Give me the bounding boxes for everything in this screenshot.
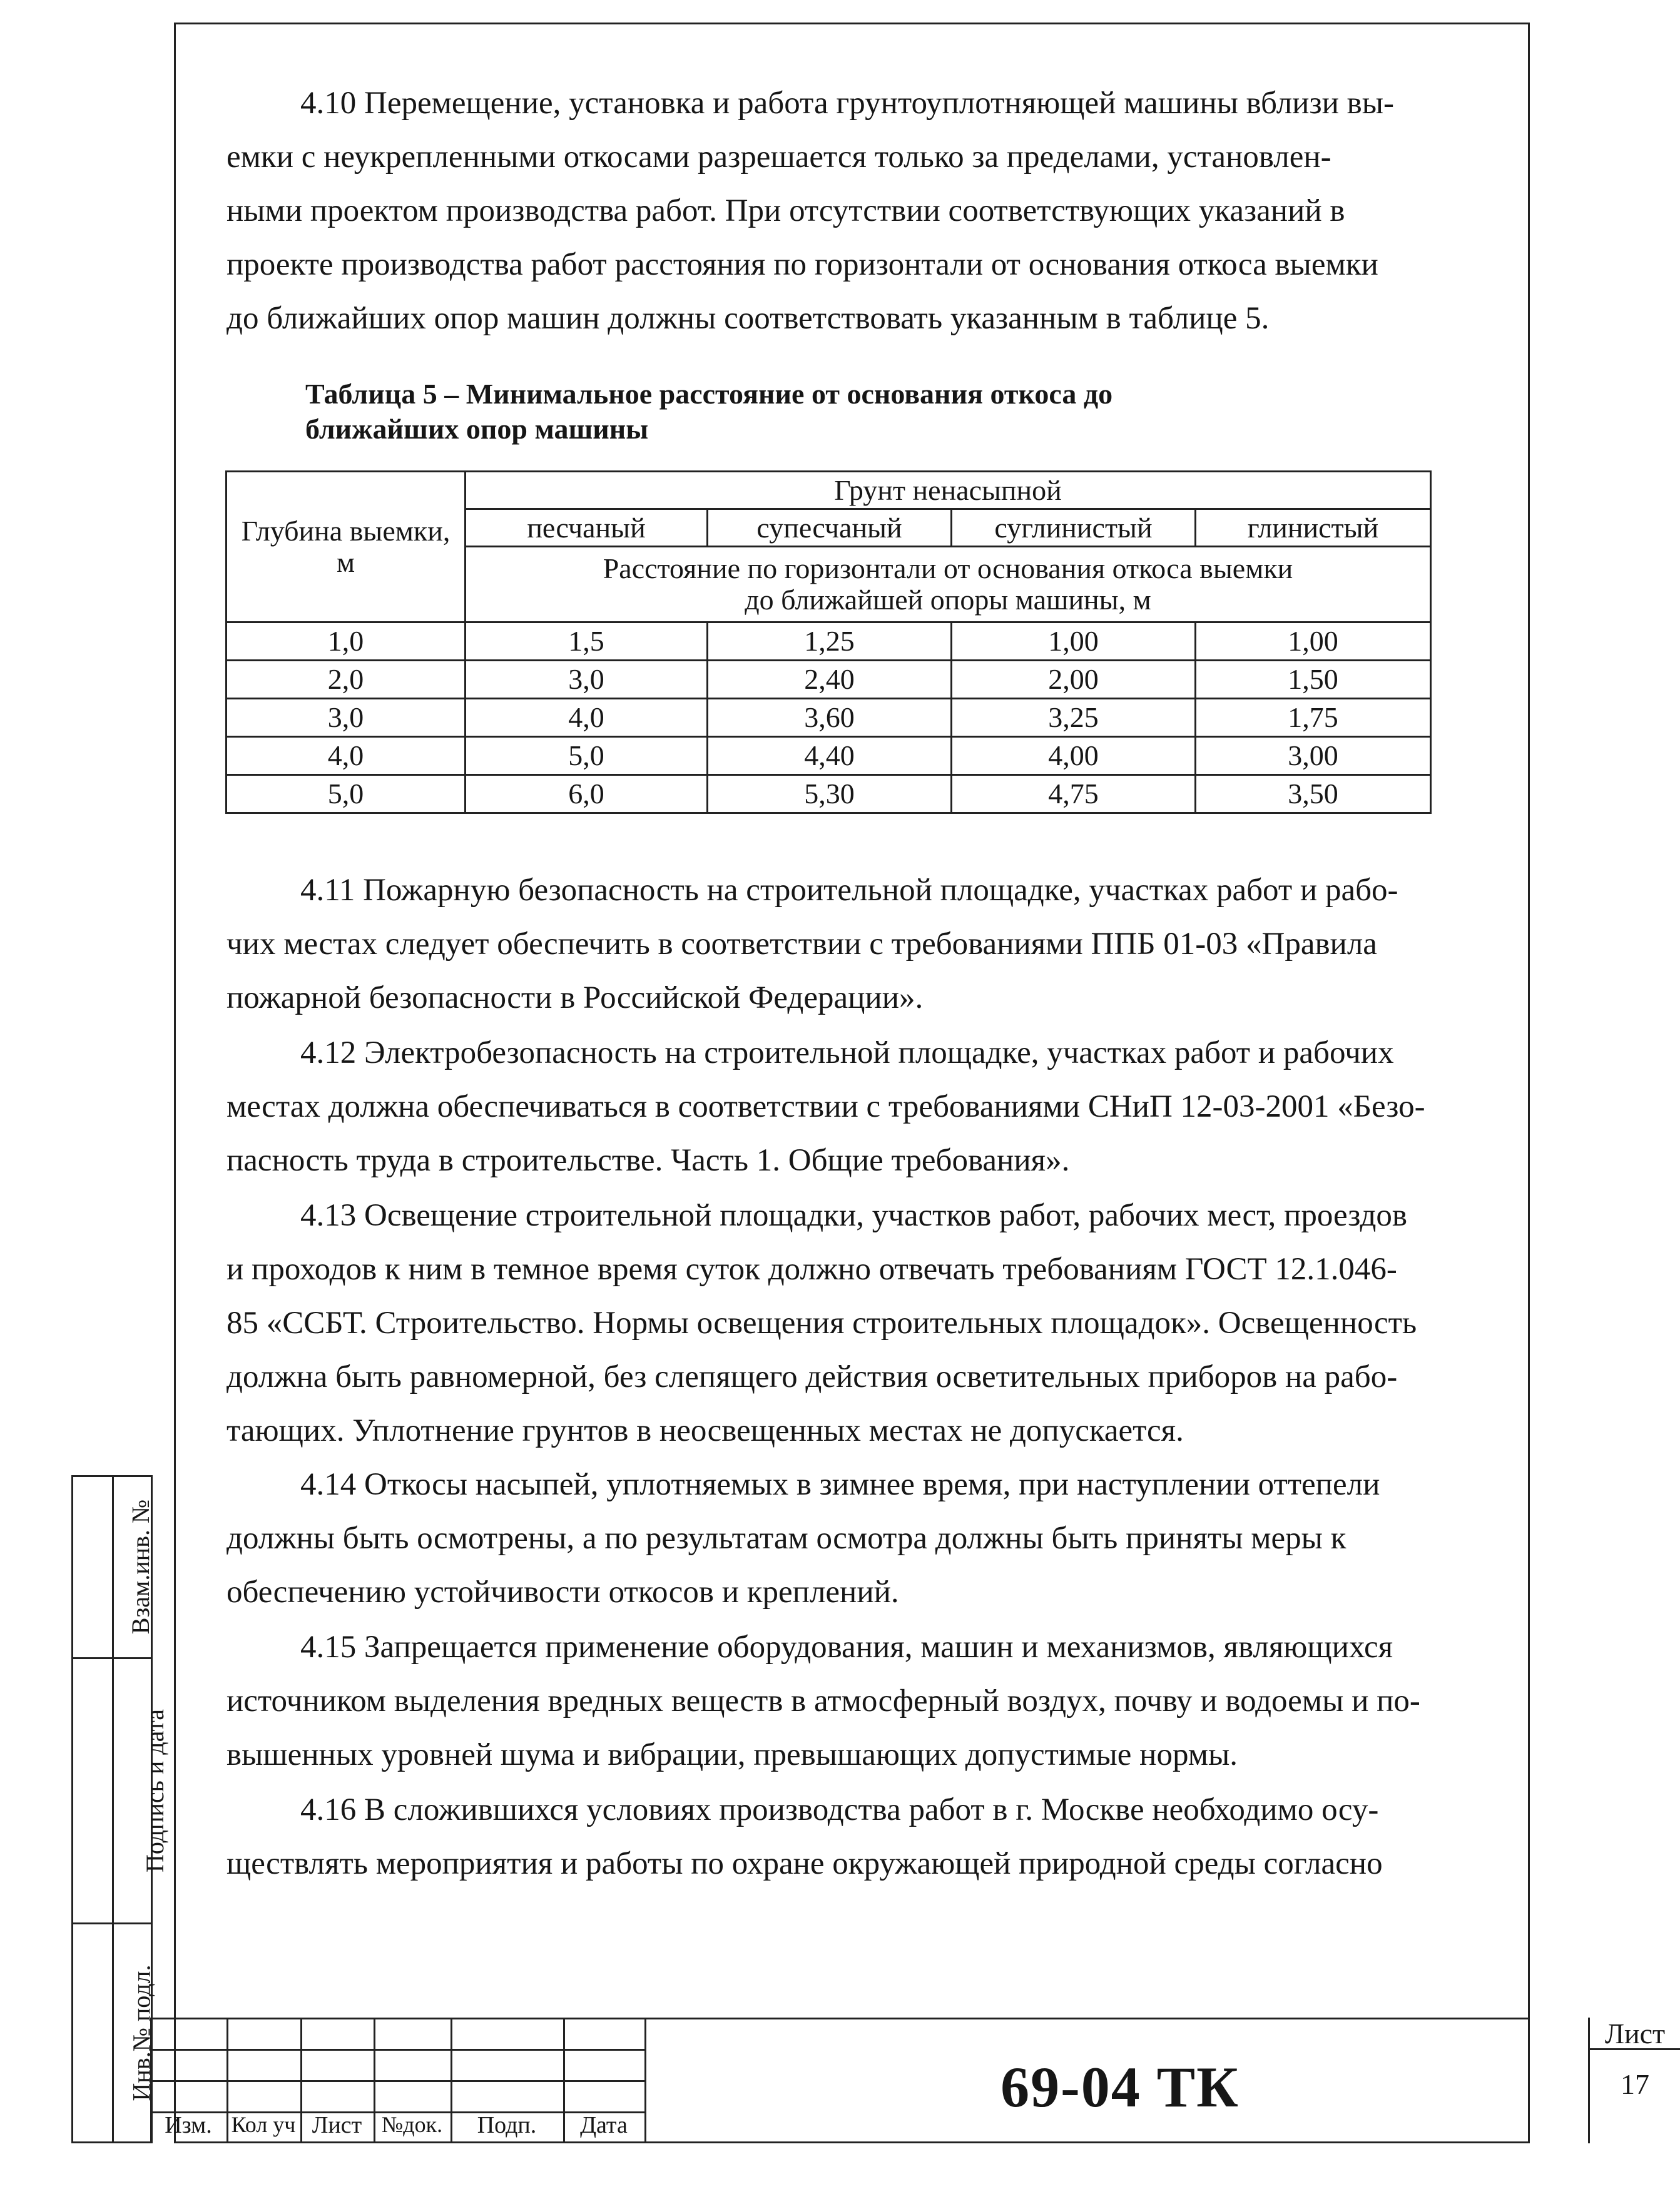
table-cell: 5,0 bbox=[227, 775, 466, 813]
table-cell: 1,75 bbox=[1196, 699, 1431, 737]
table-cell: 3,60 bbox=[708, 699, 952, 737]
text-line: должна быть равномерной, без слепящего действия осветительных приборов на рабо- bbox=[227, 1359, 1398, 1394]
header-soil-type: суглинистый bbox=[952, 509, 1196, 547]
table-row bbox=[227, 699, 1431, 737]
paragraph-4-14 bbox=[227, 1458, 1428, 1619]
col-label-signature: Подп. bbox=[477, 2112, 537, 2138]
text-line: 4.11 Пожарную безопасность на строительной площадке, участках работ и рабо- bbox=[300, 873, 1398, 908]
text-line: ществлять мероприятия и работы по охране окружающей природной среды согласно bbox=[227, 1846, 1383, 1881]
header-soil-type: супесчаный bbox=[708, 509, 952, 547]
table-cell: 3,0 bbox=[227, 699, 466, 737]
table-cell: 3,25 bbox=[952, 699, 1196, 737]
signature-date-label: Подпись и дата bbox=[141, 1709, 170, 1872]
table-row bbox=[227, 661, 1431, 699]
table-cell: 5,30 bbox=[708, 775, 952, 813]
text-line: 85 «ССБТ. Строительство. Нормы освещения строительных площадок». Освещенность bbox=[227, 1306, 1417, 1341]
text-line: вышенных уровней шума и вибрации, превышающих допустимые нормы. bbox=[227, 1737, 1238, 1772]
table-cell: 3,50 bbox=[1196, 775, 1431, 813]
sheet-label: Лист bbox=[1588, 2018, 1680, 2050]
text-line: до ближайших опор машин должны соответствовать указанным в таблице 5. bbox=[227, 301, 1270, 336]
caption-line: ближайших опор машины bbox=[305, 413, 649, 445]
table-row bbox=[227, 775, 1431, 813]
original-inv-label: Инв.№ подл. bbox=[127, 1964, 156, 2101]
table-cell: 1,0 bbox=[227, 622, 466, 661]
header-depth: Глубина выемки, м bbox=[227, 472, 466, 622]
table-cell: 4,40 bbox=[708, 737, 952, 775]
table-cell: 2,00 bbox=[952, 661, 1196, 699]
document-code: 69-04 ТК bbox=[1000, 2055, 1240, 2119]
side-stamp-replacement-inv bbox=[71, 1475, 153, 1659]
table-cell: 6,0 bbox=[466, 775, 708, 813]
side-stamp-signature-date bbox=[71, 1657, 170, 1924]
text-line: 4.13 Освещение строительной площадки, участков работ, рабочих мест, проездов bbox=[300, 1198, 1407, 1233]
text-line: обеспечению устойчивости откосов и креплений. bbox=[227, 1575, 899, 1610]
text-line: местах должна обеспечиваться в соответствии с требованиями СНиП 12-03-2001 «Безо- bbox=[227, 1089, 1425, 1124]
header-distance: Расстояние по горизонтали от основания откоса выемки до ближайшей опоры машины, м bbox=[466, 547, 1431, 622]
col-label-sheet: Лист bbox=[312, 2112, 362, 2138]
sheet-box bbox=[1588, 2018, 1680, 2143]
table-cell: 2,0 bbox=[227, 661, 466, 699]
text-line: емки с неукрепленными откосами разрешается только за пределами, установлен- bbox=[227, 140, 1331, 175]
table-5 bbox=[225, 470, 1432, 814]
paragraph-4-15 bbox=[227, 1620, 1428, 1782]
text-line: ными проектом производства работ. При отсутствии соответствующих указаний в bbox=[227, 193, 1345, 228]
table-cell: 4,0 bbox=[466, 699, 708, 737]
title-block bbox=[150, 2018, 1666, 2143]
text-line: пасность труда в строительстве. Часть 1. Общие требования». bbox=[227, 1143, 1070, 1178]
text-line: чих местах следует обеспечить в соответствии с требованиями ППБ 01-03 «Правила bbox=[227, 927, 1377, 962]
table-row bbox=[227, 737, 1431, 775]
table-cell: 4,0 bbox=[227, 737, 466, 775]
paragraph-4-10 bbox=[227, 76, 1428, 345]
text-line: источником выделения вредных веществ в атмосферный воздух, почву и водоемы и по- bbox=[227, 1684, 1420, 1719]
caption-line: Таблица 5 – Минимальное расстояние от основания откоса до bbox=[305, 378, 1113, 410]
col-label-change: Изм. bbox=[165, 2112, 212, 2138]
replacement-inv-label: Взам.инв. № bbox=[126, 1499, 155, 1635]
header-soil-type: глинистый bbox=[1196, 509, 1431, 547]
table-cell: 1,00 bbox=[1196, 622, 1431, 661]
text-line: проекте производства работ расстояния по горизонтали от основания откоса выемки bbox=[227, 247, 1378, 282]
header-soil-group: Грунт ненасыпной bbox=[466, 472, 1431, 509]
header-soil-type: песчаный bbox=[466, 509, 708, 547]
revision-grid bbox=[150, 2018, 644, 2143]
text-line: 4.10 Перемещение, установка и работа грунтоуплотняющей машины вблизи вы- bbox=[300, 86, 1394, 121]
table-row bbox=[227, 622, 1431, 661]
paragraph-4-12 bbox=[227, 1026, 1428, 1187]
sheet-number: 17 bbox=[1588, 2050, 1680, 2143]
text-line: должны быть осмотрены, а по результатам осмотра должны быть приняты меры к bbox=[227, 1521, 1347, 1556]
table-cell: 1,50 bbox=[1196, 661, 1431, 699]
text-line: тающих. Уплотнение грунтов в неосвещенных местах не допускается. bbox=[227, 1413, 1184, 1448]
col-label-date: Дата bbox=[580, 2112, 628, 2138]
table-5-caption bbox=[305, 377, 1369, 447]
paragraph-4-13 bbox=[227, 1189, 1428, 1458]
table-cell: 1,5 bbox=[466, 622, 708, 661]
text-line: 4.15 Запрещается применение оборудования, машин и механизмов, являющихся bbox=[300, 1630, 1393, 1665]
table-cell: 5,0 bbox=[466, 737, 708, 775]
paragraph-4-11 bbox=[227, 863, 1428, 1025]
text-line: 4.16 В сложившихся условиях производства работ в г. Москве необходимо осу- bbox=[300, 1792, 1379, 1827]
text-line: 4.12 Электробезопасность на строительной площадке, участках работ и рабочих bbox=[300, 1035, 1394, 1070]
table-cell: 3,00 bbox=[1196, 737, 1431, 775]
table-cell: 1,25 bbox=[708, 622, 952, 661]
table-cell: 3,0 bbox=[466, 661, 708, 699]
text-line: пожарной безопасности в Российской Федерации». bbox=[227, 980, 924, 1015]
table-cell: 2,40 bbox=[708, 661, 952, 699]
col-label-count: Кол уч bbox=[231, 2112, 296, 2137]
text-line: и проходов к ним в темное время суток должно отвечать требованиям ГОСТ 12.1.046- bbox=[227, 1252, 1397, 1287]
paragraph-4-16 bbox=[227, 1783, 1428, 1891]
table-cell: 4,00 bbox=[952, 737, 1196, 775]
text-line: 4.14 Откосы насыпей, уплотняемых в зимнее время, при наступлении оттепели bbox=[300, 1467, 1380, 1502]
col-label-doc-no: №док. bbox=[381, 2112, 443, 2137]
table-cell: 1,00 bbox=[952, 622, 1196, 661]
side-stamp-original-inv bbox=[71, 1922, 156, 2143]
table-cell: 4,75 bbox=[952, 775, 1196, 813]
